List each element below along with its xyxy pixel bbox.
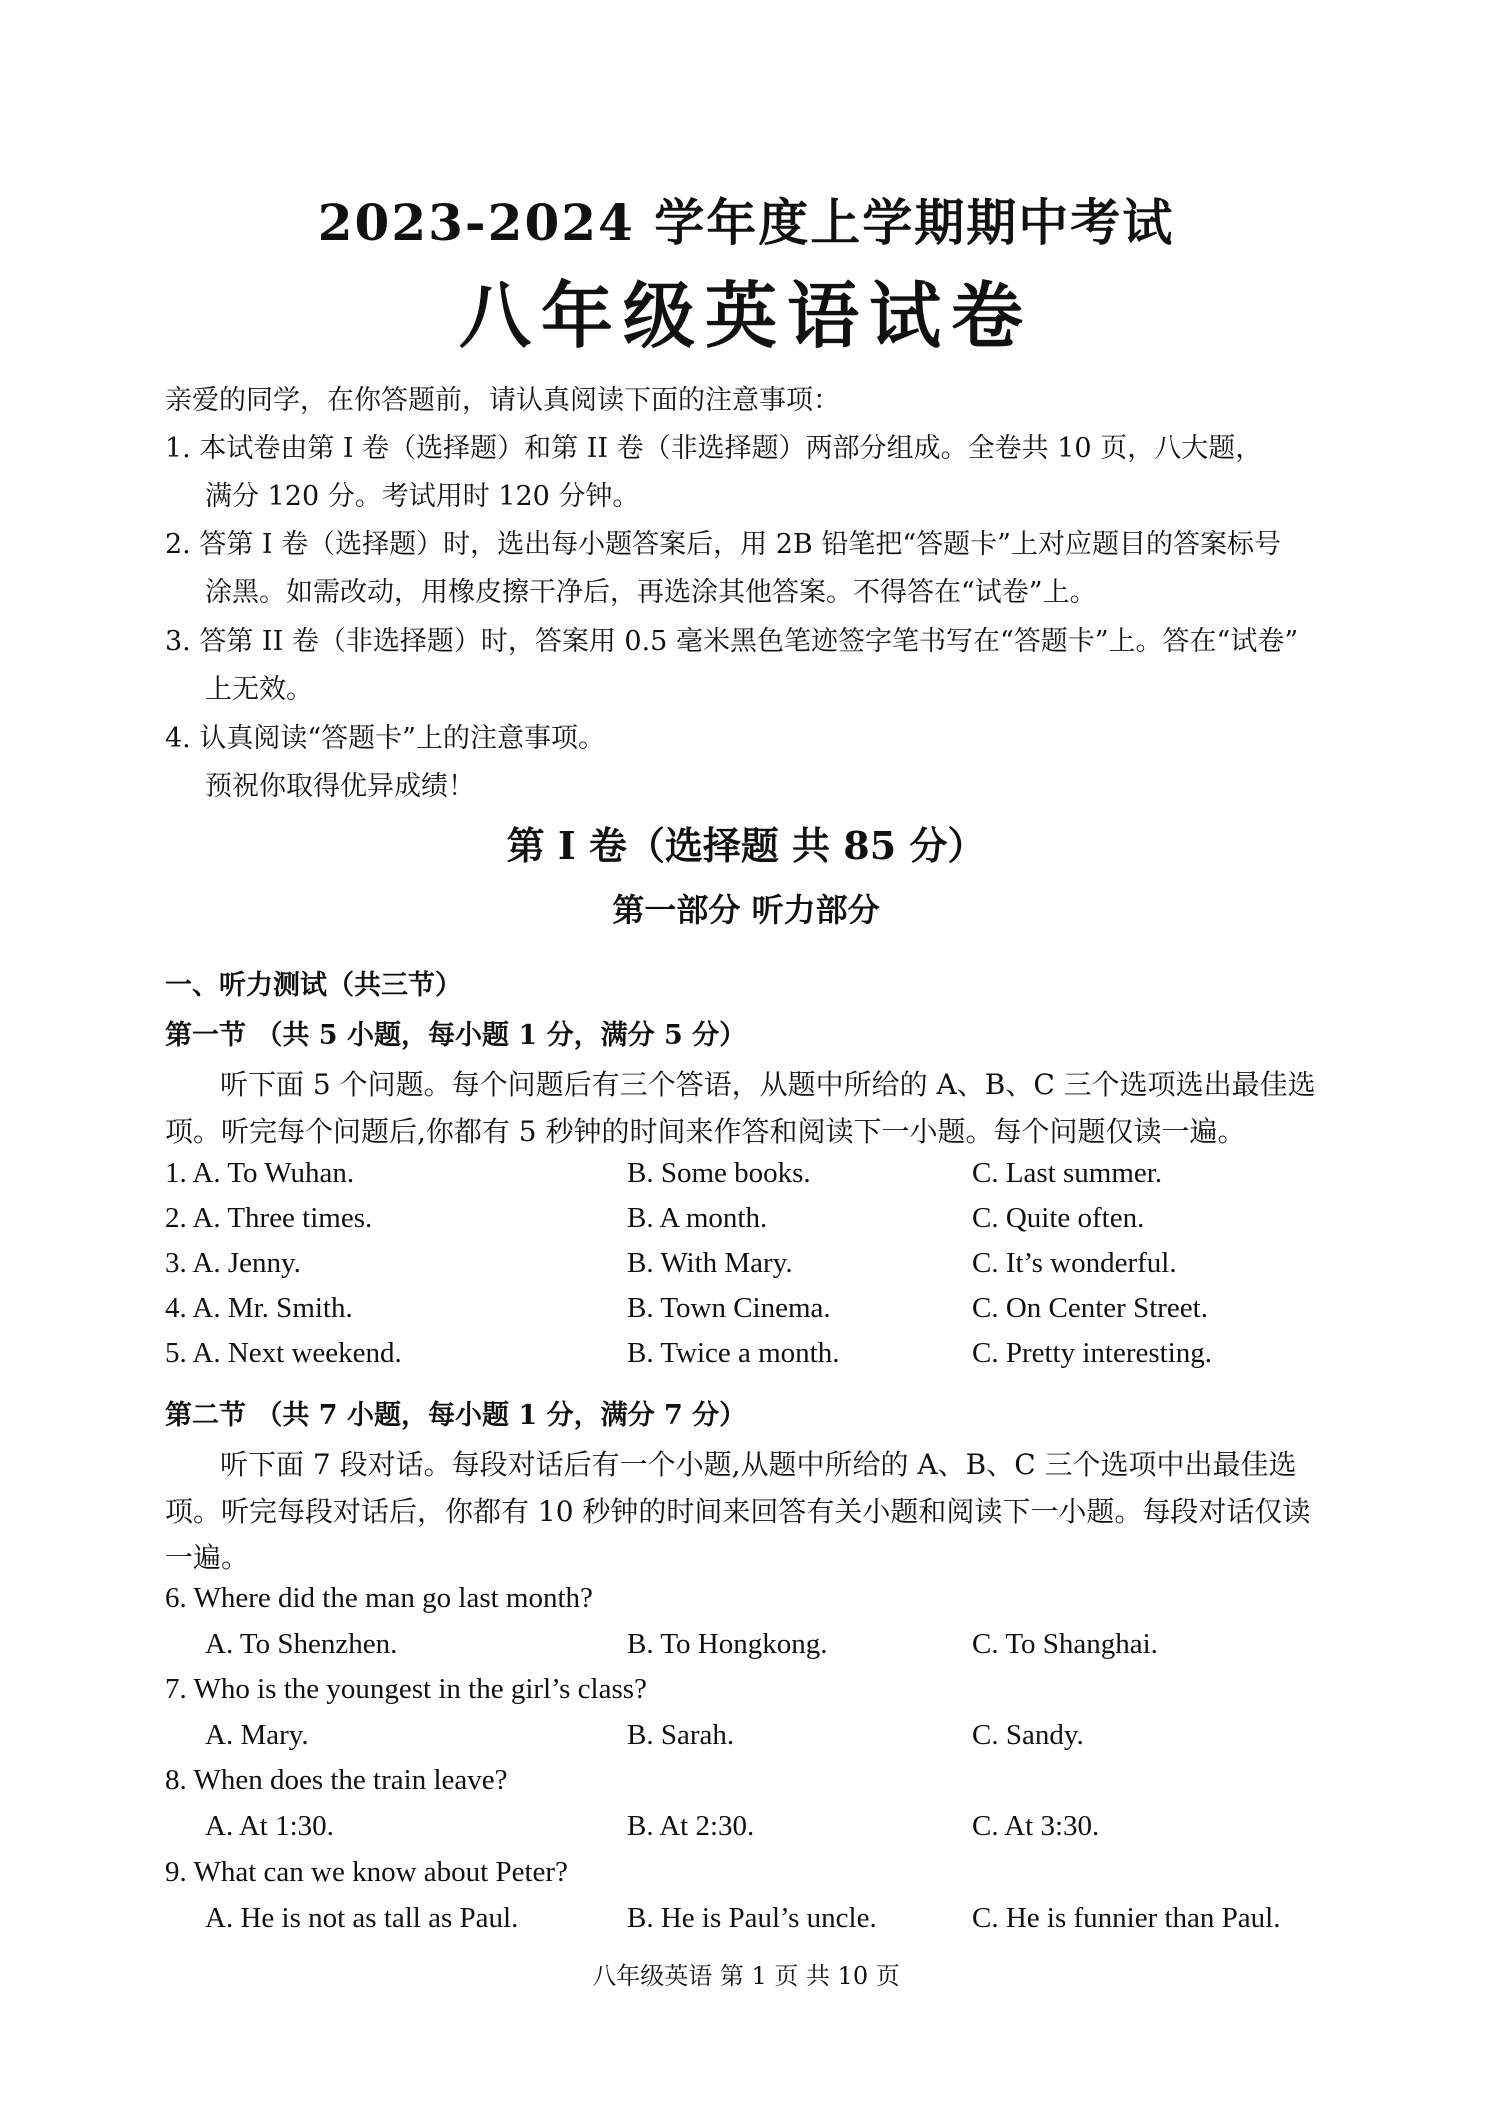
question-9-option-a: A. He is not as tall as Paul. [205, 1902, 519, 1934]
question-7-option-c: C. Sandy. [972, 1719, 1084, 1751]
question-6-stem: 6. Where did the man go last month? [165, 1582, 593, 1614]
question-6-option-a: A. To Shenzhen. [205, 1628, 398, 1660]
question-2-option-a: 2. A. Three times. [165, 1202, 373, 1234]
part-title: 第一部分 听力部分 [612, 891, 880, 929]
question-1-option-a: 1. A. To Wuhan. [165, 1157, 355, 1189]
volume-title: 第 I 卷（选择题 共 85 分） [506, 823, 986, 868]
question-6-option-b: B. To Hongkong. [627, 1628, 828, 1660]
question-7-stem: 7. Who is the youngest in the girl’s class? [165, 1673, 647, 1705]
question-5-option-c: C. Pretty interesting. [972, 1337, 1213, 1369]
section2-instructions-line-1: 听下面 7 段对话。每段对话后有一个小题,从题中所给的 A、B、C 三个选项中出最佳选 [220, 1448, 1297, 1481]
question-4-option-a: 4. A. Mr. Smith. [165, 1292, 353, 1324]
question-2-option-b: B. A month. [627, 1202, 768, 1234]
section2-instructions-line-3: 一遍。 [165, 1541, 250, 1574]
question-1-option-c: C. Last summer. [972, 1157, 1163, 1189]
notice-item-2-line-1: 2. 答第 I 卷（选择题）时，选出每小题答案后，用 2B 铅笔把“答题卡”上对应题目的答案标号 [165, 529, 1281, 560]
question-4-option-c: C. On Center Street. [972, 1292, 1208, 1324]
notice-item-3-line-1: 3. 答第 II 卷（非选择题）时，答案用 0.5 毫米黑色笔迹签字笔书写在“答题卡”上。答在“试卷” [165, 626, 1299, 657]
question-6-option-c: C. To Shanghai. [972, 1628, 1158, 1660]
question-8-stem: 8. When does the train leave? [165, 1764, 508, 1796]
question-5-option-b: B. Twice a month. [627, 1337, 840, 1369]
question-5-option-a: 5. A. Next weekend. [165, 1337, 402, 1369]
question-3-option-a: 3. A. Jenny. [165, 1247, 301, 1279]
question-9-stem: 9. What can we know about Peter? [165, 1856, 568, 1888]
question-3-option-b: B. With Mary. [627, 1247, 793, 1279]
notice-intro: 亲爱的同学，在你答题前，请认真阅读下面的注意事项： [165, 385, 840, 416]
notice-item-2-line-2: 涂黑。如需改动，用橡皮擦干净后，再选涂其他答案。不得答在“试卷”上。 [205, 577, 1097, 608]
question-8-option-c: C. At 3:30. [972, 1810, 1100, 1842]
listening-heading: 一、听力测试（共三节） [165, 970, 462, 1001]
notice-item-3-line-2: 上无效。 [205, 674, 313, 705]
question-9-option-b: B. He is Paul’s uncle. [627, 1902, 877, 1934]
question-2-option-c: C. Quite often. [972, 1202, 1145, 1234]
notice-item-1-line-1: 1. 本试卷由第 I 卷（选择题）和第 II 卷（非选择题）两部分组成。全卷共 10 页，八大题， [165, 433, 1263, 464]
section2-instructions-line-2: 项。听完每段对话后，你都有 10 秒钟的时间来回答有关小题和阅读下一小题。每段对话仅读 [165, 1495, 1311, 1528]
section2-heading: 第二节 （共 7 小题，每小题 1 分，满分 7 分） [165, 1400, 747, 1431]
question-8-option-b: B. At 2:30. [627, 1810, 755, 1842]
notice-item-4: 4. 认真阅读“答题卡”上的注意事项。 [165, 723, 605, 754]
question-7-option-a: A. Mary. [205, 1719, 309, 1751]
question-4-option-b: B. Town Cinema. [627, 1292, 831, 1324]
question-1-option-b: B. Some books. [627, 1157, 811, 1189]
page-footer: 八年级英语 第 1 页 共 10 页 [592, 1962, 900, 1990]
question-9-option-c: C. He is funnier than Paul. [972, 1902, 1281, 1934]
exam-title-line2: 八年级英语试卷 [458, 273, 1033, 358]
section1-heading: 第一节 （共 5 小题，每小题 1 分，满分 5 分） [165, 1020, 747, 1051]
question-8-option-a: A. At 1:30. [205, 1810, 334, 1842]
section1-instructions-line-2: 项。听完每个问题后,你都有 5 秒钟的时间来作答和阅读下一小题。每个问题仅读一遍。 [165, 1115, 1246, 1148]
question-3-option-c: C. It’s wonderful. [972, 1247, 1177, 1279]
notice-wish: 预祝你取得优异成绩！ [205, 771, 475, 802]
question-7-option-b: B. Sarah. [627, 1719, 735, 1751]
notice-item-1-line-2: 满分 120 分。考试用时 120 分钟。 [205, 481, 640, 512]
section1-instructions-line-1: 听下面 5 个问题。每个问题后有三个答语，从题中所给的 A、B、C 三个选项选出最佳选 [220, 1068, 1316, 1101]
exam-title-line1: 2023-2024 学年度上学期期中考试 [317, 193, 1175, 252]
